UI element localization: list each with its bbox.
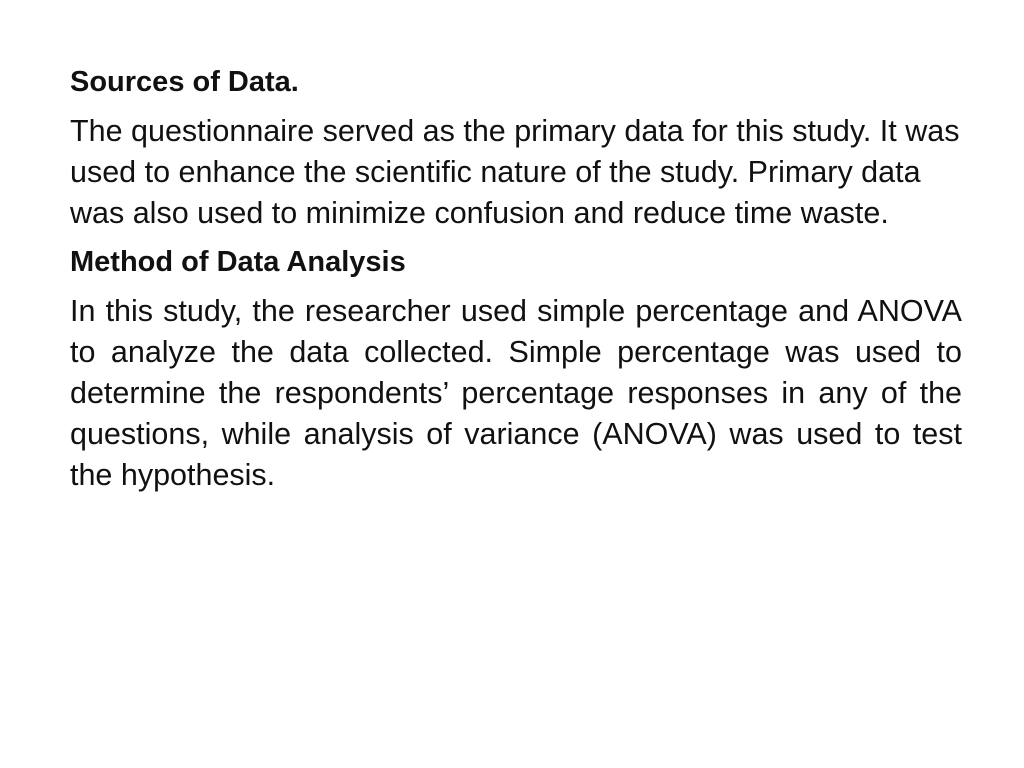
section-body-sources-of-data: The questionnaire served as the primary data for this study. It was used to enhance the scientific nature of the study. Primary data was also used to minimize confusion and reduce time waste.	[70, 114, 960, 230]
slide-content	[70, 62, 962, 504]
section-body-method-of-data-analysis: In this study, the researcher used simple percentage and ANOVA to analyze the data collected. Simple percentage was used to determine the respondents’ percentage responses in any of the questions, while analysis of variance (ANOVA) was used to test the hypothesis.	[70, 294, 962, 492]
section-heading-sources-of-data: Sources of Data.	[70, 66, 299, 98]
section-heading-method-of-data-analysis: Method of Data Analysis	[70, 246, 406, 278]
